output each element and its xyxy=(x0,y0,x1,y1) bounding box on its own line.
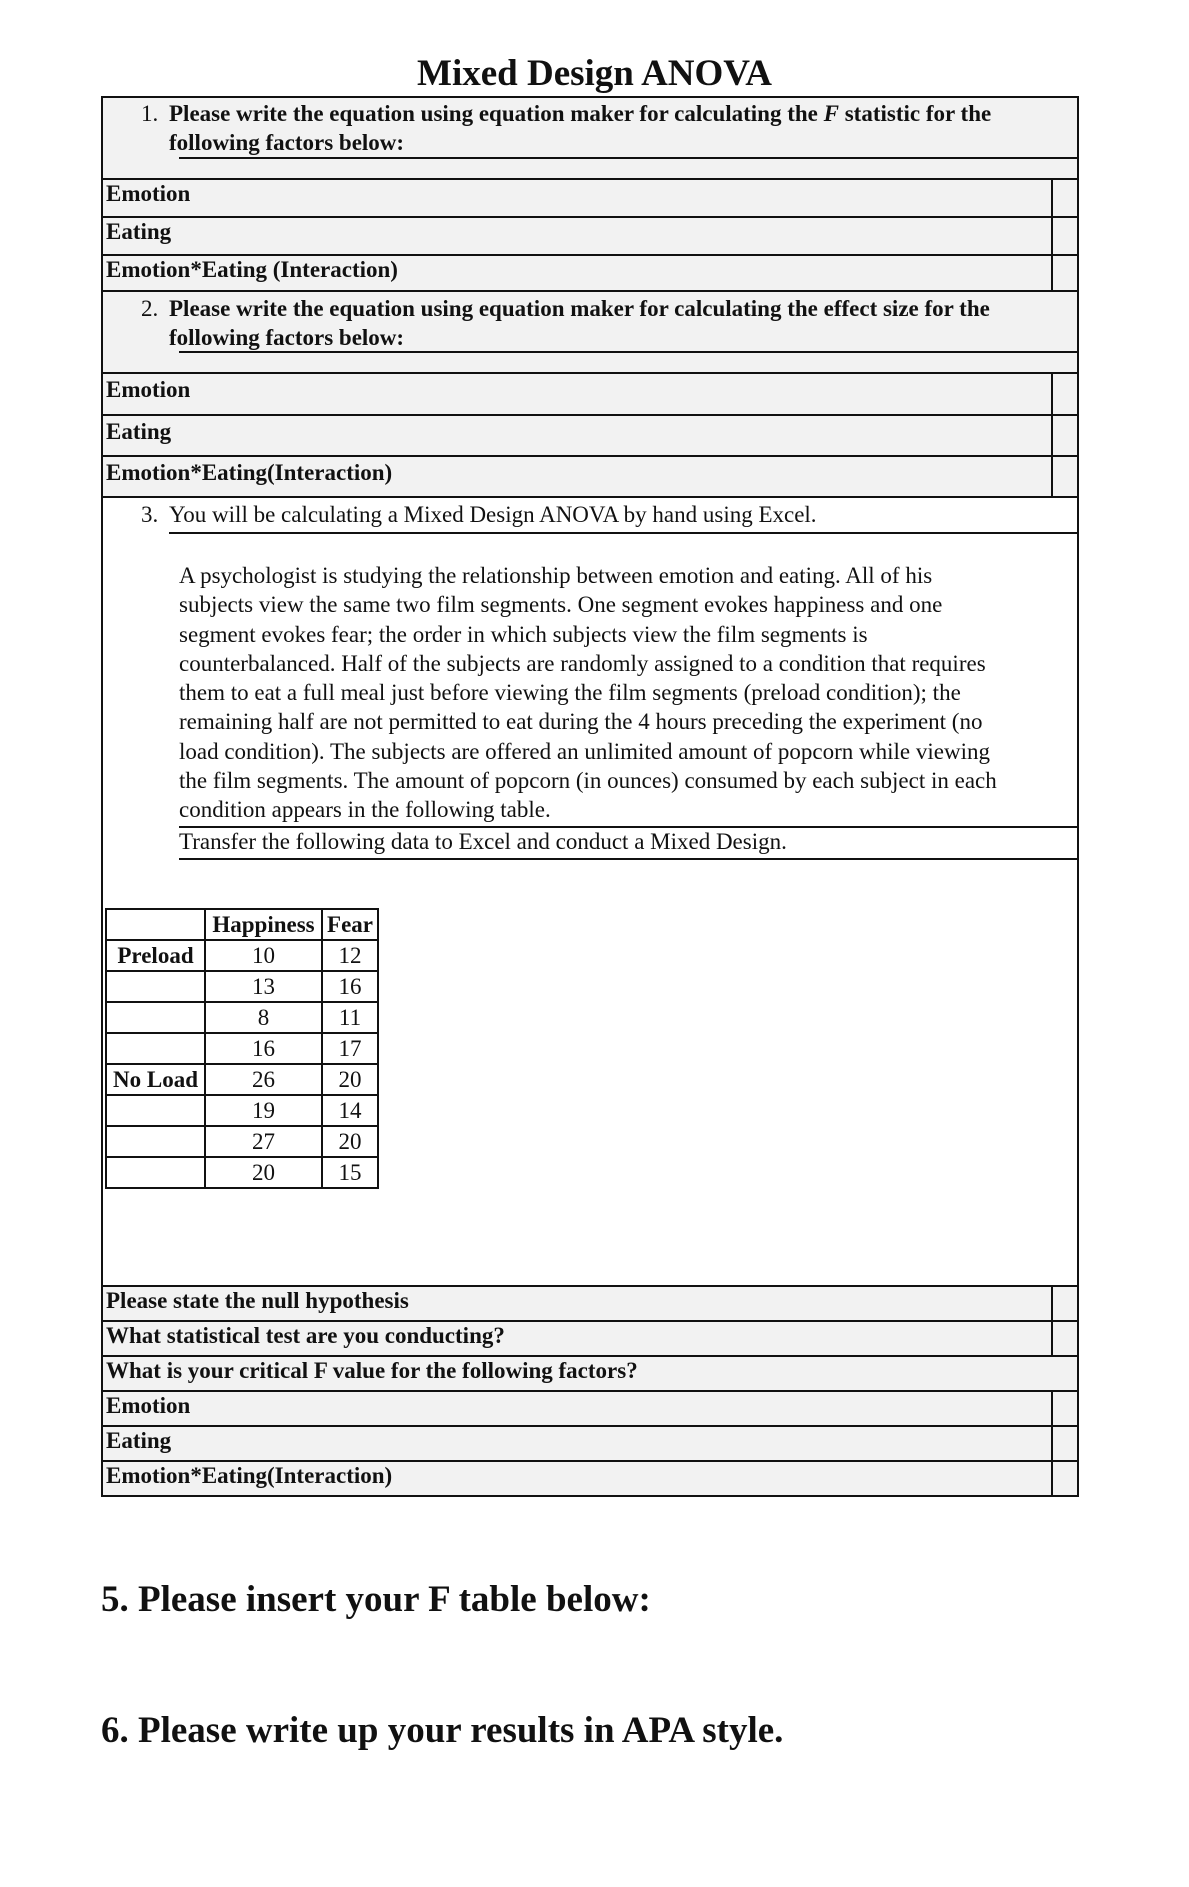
transfer-instruction: Transfer the following data to Excel and conduct a Mixed Design. xyxy=(179,829,787,854)
q1-number: 1. xyxy=(141,101,159,126)
transfer-underline xyxy=(179,858,1077,860)
statistical-test-question: What statistical test are you conducting? xyxy=(106,1323,505,1348)
section-5-heading: 5. Please insert your F table below: xyxy=(101,1579,651,1620)
table-header-cell: Fear xyxy=(322,909,378,940)
q2-underline xyxy=(179,351,1077,353)
worksheet-frame xyxy=(101,96,1079,1497)
q2-answer-column[interactable] xyxy=(1051,374,1053,498)
table-header-row xyxy=(106,909,378,940)
f-symbol: F xyxy=(823,101,839,126)
q1-prompt-line2: following factors below: xyxy=(169,130,405,155)
table-header-cell xyxy=(106,909,205,940)
table-header-cell: Happiness xyxy=(205,909,322,940)
q2-number: 2. xyxy=(141,296,159,321)
q2-prompt-line2: following factors below: xyxy=(169,325,405,350)
q1-row-emotion: Emotion xyxy=(106,181,191,206)
factor-answer-column[interactable] xyxy=(1051,1390,1053,1495)
q1-underline xyxy=(179,157,1077,159)
q3-prompt: 3. You will be calculating a Mixed Design ANOVA by hand using Excel. xyxy=(141,502,817,527)
table-row: 20 15 xyxy=(106,1157,378,1188)
question-answer-column[interactable] xyxy=(1051,1285,1053,1357)
table-row: No Load 26 20 xyxy=(106,1064,378,1095)
q1-answer-column[interactable] xyxy=(1051,178,1053,292)
null-hypothesis-question: Please state the null hypothesis xyxy=(106,1288,409,1313)
q1-prompt: 1. Please write the equation using equation maker for calculating the F statistic for the following factors below: xyxy=(141,101,992,155)
table-row: 27 20 xyxy=(106,1126,378,1157)
table-row: 8 11 xyxy=(106,1002,378,1033)
table-row: 16 17 xyxy=(106,1033,378,1064)
table-row: Preload 10 12 xyxy=(106,940,378,971)
section-6-heading: 6. Please write up your results in APA style. xyxy=(101,1710,784,1751)
q1-row-interaction: Emotion*Eating (Interaction) xyxy=(106,257,398,282)
q2-row-eating: Eating xyxy=(106,419,172,444)
critical-f-row-interaction: Emotion*Eating(Interaction) xyxy=(106,1463,393,1488)
page-title: Mixed Design ANOVA xyxy=(417,53,772,94)
q3-number: 3. xyxy=(141,502,159,527)
q3-paragraph: A psychologist is studying the relationship between emotion and eating. All of his subjects view the same two film segments. One segment evokes happiness and one segment evokes fear; the order in which subjects view the film segments is counterbalanced. Half of the subjects are randomly assigned to a condition that requires them to eat a full meal just before viewing the film segments (preload condition); the remaining half are not permitted to eat during the 4 hours preceding the experiment (no load condition). The subjects are offered an unlimited amount of popcorn while viewing the film segments. The amount of popcorn (in ounces) consumed by each subject in each condition appears in the following table. xyxy=(179,563,997,823)
critical-f-question: What is your critical F value for the following factors? xyxy=(106,1358,638,1383)
popcorn-data-table xyxy=(105,908,379,1189)
table-row: 13 16 xyxy=(106,971,378,1002)
critical-f-row-eating: Eating xyxy=(106,1428,172,1453)
q2-row-interaction: Emotion*Eating(Interaction) xyxy=(106,460,393,485)
table-row: 19 14 xyxy=(106,1095,378,1126)
q3-underline xyxy=(169,532,1077,534)
q1-row-eating: Eating xyxy=(106,219,172,244)
critical-f-row-emotion: Emotion xyxy=(106,1393,191,1418)
q2-row-emotion: Emotion xyxy=(106,377,191,402)
q2-prompt: 2. Please write the equation using equation maker for calculating the effect size for the following factors below: xyxy=(141,296,990,350)
